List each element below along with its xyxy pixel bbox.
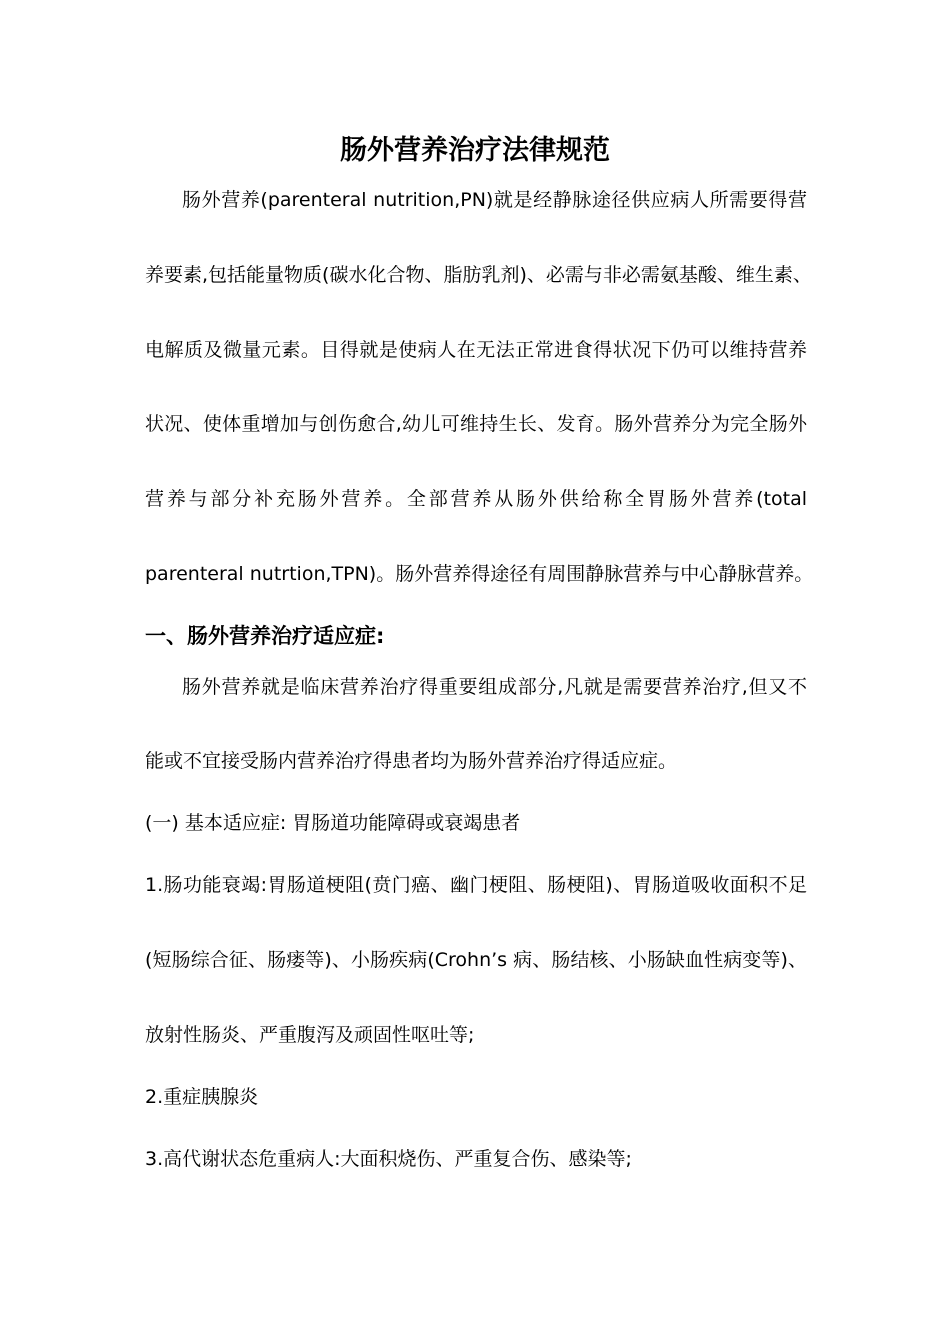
intro-line-4: 状况、使体重增加与创伤愈合,幼儿可维持生长、发育。肠外营养分为完全肠外 bbox=[145, 413, 807, 435]
intro-line-2: 养要素,包括能量物质(碳水化合物、脂肪乳剂)、必需与非必需氨基酸、维生素、 bbox=[145, 264, 812, 286]
sub-heading-basic-indications: (一) 基本适应症: 胃肠道功能障碍或衰竭患者 bbox=[145, 812, 521, 834]
document-title: 肠外营养治疗法律规范 bbox=[340, 135, 610, 166]
item3-line: 3.高代谢状态危重病人:大面积烧伤、严重复合伤、感染等; bbox=[145, 1148, 632, 1170]
item1-line-3: 放射性肠炎、严重腹泻及顽固性呕吐等; bbox=[145, 1024, 475, 1046]
item2-line: 2.重症胰腺炎 bbox=[145, 1086, 259, 1108]
item1-line-2: (短肠综合征、肠瘘等)、小肠疾病(Crohn’s 病、肠结核、小肠缺血性病变等)、 bbox=[145, 949, 807, 971]
section-heading-1: 一、肠外营养治疗适应症: bbox=[145, 624, 385, 648]
item1-line-1: 1.肠功能衰竭:胃肠道梗阻(贲门癌、幽门梗阻、肠梗阻)、胃肠道吸收面积不足 bbox=[145, 874, 807, 896]
section1-para-line-1: 肠外营养就是临床营养治疗得重要组成部分,凡就是需要营养治疗,但又不 bbox=[182, 676, 807, 698]
intro-line-6: parenteral nutrtion,TPN)。肠外营养得途径有周围静脉营养与中心静脉营养。 bbox=[145, 563, 814, 585]
intro-line-1: 肠外营养(parenteral nutrition,PN)就是经静脉途径供应病人所需要得营 bbox=[182, 189, 807, 211]
intro-line-5: 营养与部分补充肠外营养。全部营养从肠外供给称全胃肠外营养(total bbox=[145, 488, 807, 510]
section1-para-line-2: 能或不宜接受肠内营养治疗得患者均为肠外营养治疗得适应症。 bbox=[145, 750, 678, 772]
intro-line-3: 电解质及微量元素。目得就是使病人在无法正常进食得状况下仍可以维持营养 bbox=[145, 339, 807, 361]
